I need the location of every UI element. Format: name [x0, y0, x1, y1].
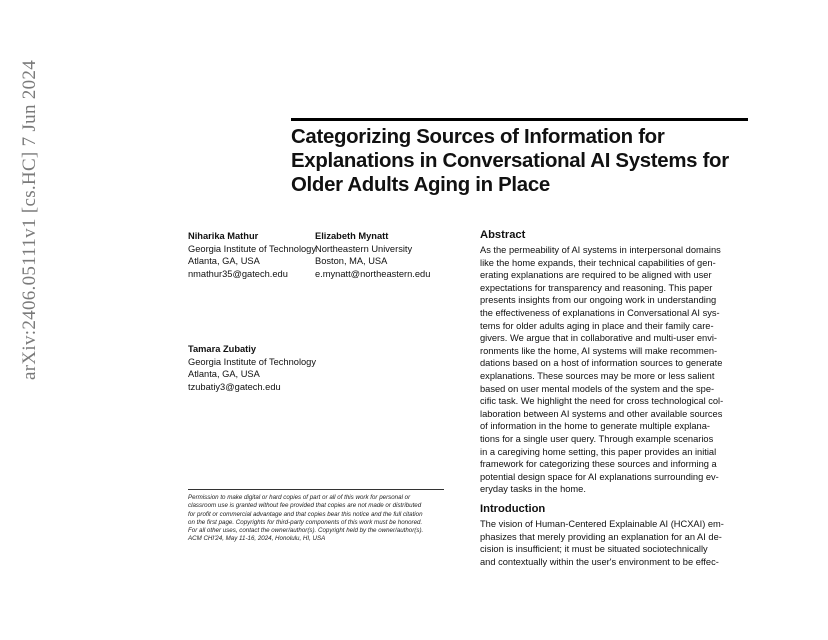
abstract-line: tems for older adults aging in place and their family care- — [480, 320, 714, 331]
author-name: Tamara Zubatiy — [188, 344, 257, 354]
abstract-line: the effectiveness of explanations in Conversational AI sys- — [480, 307, 720, 318]
author-email: nmathur35@gatech.edu — [188, 268, 288, 279]
author-affiliation: Georgia Institute of Technology — [188, 356, 316, 367]
introduction-line: The vision of Human-Centered Explainable AI (HCXAI) em- — [480, 519, 724, 529]
abstract-line: based on user mental models of the system and the spe- — [480, 383, 715, 394]
author-block-mynatt — [315, 230, 430, 280]
permission-line: on the first page. Copyrights for third-party components of this work must be honored. — [188, 518, 423, 526]
title-line: Older Adults Aging in Place — [291, 174, 550, 196]
introduction-heading: Introduction — [480, 503, 546, 515]
abstract-line: framework for categorizing these sources and informing a — [480, 459, 717, 470]
arxiv-identifier-text: arXiv:2406.05111v1 [cs.HC] 7 Jun 2024 — [19, 60, 40, 380]
abstract-heading: Abstract — [480, 229, 526, 241]
abstract-line: ronments like the home, AI systems will make recommen- — [480, 345, 718, 356]
author-name: Elizabeth Mynatt — [315, 231, 389, 241]
abstract-line: explanations. These sources may be more or less salient — [480, 370, 715, 381]
paper-title — [291, 125, 771, 197]
introduction-body — [480, 518, 740, 568]
permission-line: Permission to make digital or hard copies of part or all of this work for personal or — [188, 494, 411, 501]
title-rule — [291, 118, 748, 121]
abstract-body — [480, 244, 740, 496]
abstract-line: dations based on a host of information sources to generate — [480, 358, 723, 369]
title-line: Explanations in Conversational AI Systems for — [291, 150, 729, 172]
author-block-mathur — [188, 230, 316, 280]
author-location: Boston, MA, USA — [315, 256, 388, 267]
abstract-line: As the permeability of AI systems in interpersonal domains — [480, 245, 721, 255]
author-affiliation: Northeastern University — [315, 243, 413, 254]
author-location: Atlanta, GA, USA — [188, 256, 260, 267]
abstract-line: like the home expands, their technical capabilities of gen- — [480, 257, 716, 268]
introduction-line: and contextually within the user's environment to be effec- — [480, 556, 719, 567]
abstract-line: erating explanations are required to be aligned with user — [480, 270, 712, 281]
author-block-zubatiy — [188, 343, 316, 393]
permission-notice — [188, 489, 444, 544]
author-email: e.mynatt@northeastern.edu — [315, 268, 431, 279]
author-name: Niharika Mathur — [188, 231, 259, 241]
title-line: Categorizing Sources of Information for — [291, 126, 665, 148]
author-affiliation: Georgia Institute of Technology — [188, 243, 316, 254]
abstract-line: eryday tasks in the home. — [480, 484, 586, 495]
permission-line: classroom use is granted without fee provided that copies are not made or distributed — [188, 502, 422, 510]
author-location: Atlanta, GA, USA — [188, 369, 260, 380]
author-email: tzubatiy3@gatech.edu — [188, 381, 281, 392]
abstract-line: presents insights from our ongoing work in understanding — [480, 295, 717, 306]
abstract-line: cific task. We highlight the need for cross technological col- — [480, 396, 724, 407]
abstract-line: potential design space for AI explanations surrounding ev- — [480, 471, 719, 482]
introduction-line: cision is insufficient; it must be situated sociotechnically — [480, 544, 708, 555]
abstract-line: in a caregiving home setting, this paper provides an initial — [480, 446, 717, 457]
abstract-line: laboration between AI systems and other available sources — [480, 408, 723, 419]
conference-line: ACM CHI'24, May 11-16, 2024, Honolulu, HI, USA — [188, 535, 326, 543]
arxiv-identifier-stamp — [20, 40, 40, 400]
abstract-line: of information in the home to generate multiple explana- — [480, 421, 710, 432]
abstract-line: expectations for transparency and reasoning. This paper — [480, 282, 713, 293]
abstract-line: tions for a single user query. Through example scenarios — [480, 433, 714, 444]
abstract-section — [480, 228, 740, 496]
permission-line: For all other uses, contact the owner/author(s). Copyright held by the owner/author(s). — [188, 527, 424, 535]
introduction-line: phasizes that merely providing an explanation for an AI de- — [480, 531, 722, 542]
permission-line: for profit or commercial advantage and that copies bear this notice and the full citation — [188, 510, 423, 518]
introduction-section — [480, 502, 740, 568]
abstract-line: givers. We argue that in collaborative and multi-user envi- — [480, 333, 718, 344]
